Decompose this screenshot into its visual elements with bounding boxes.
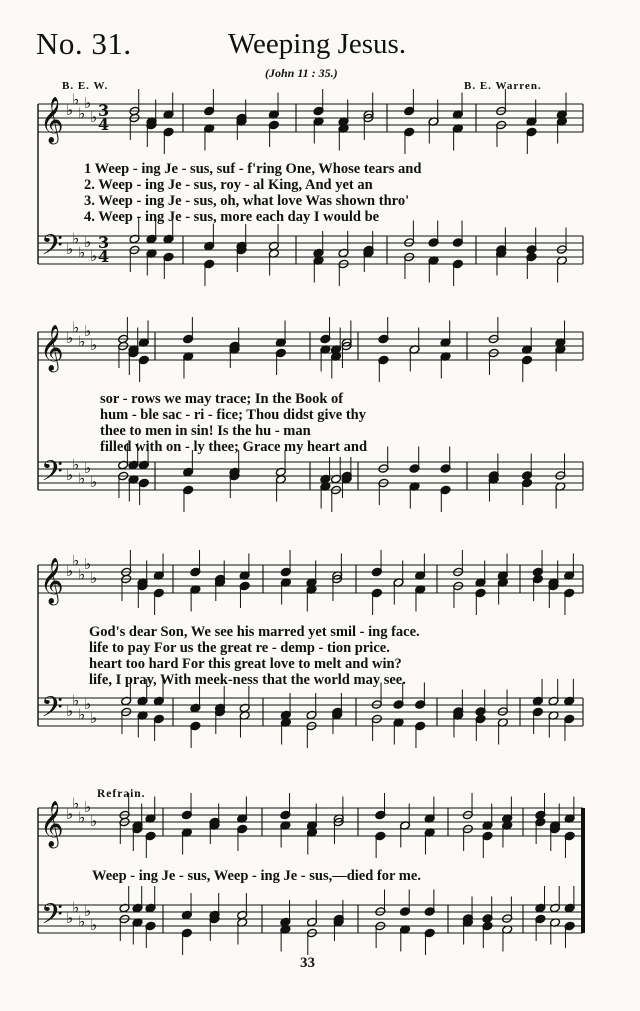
bass-clef-icon: 𝄢 [41, 691, 63, 731]
flat-icon: ♭ [66, 909, 74, 927]
time-signature: 4 [98, 247, 110, 266]
lyricist-credit: B. E. W. [62, 80, 109, 92]
flat-icon: ♭ [78, 565, 86, 584]
flat-icon: ♭ [90, 812, 98, 830]
flat-icon: ♭ [72, 318, 80, 337]
flat-icon: ♭ [90, 336, 98, 354]
flat-icon: ♭ [66, 562, 74, 580]
hymn-title: Weeping Jesus. [228, 28, 407, 60]
flat-icon: ♭ [72, 898, 80, 917]
verse-3-line-3: heart too hard For this great love to melt and win? [89, 656, 402, 672]
flat-icon: ♭ [66, 101, 74, 119]
flat-icon: ♭ [84, 695, 92, 713]
verse-3-line-1: 3. Weep - ing Je - sus, oh, what love Was shown thro' [84, 193, 410, 209]
verse-2-line-3: life to pay For us the great re - demp - tion price. [89, 640, 390, 656]
flat-icon: ♭ [78, 808, 86, 827]
flat-icon: ♭ [90, 916, 98, 934]
flat-icon: ♭ [78, 705, 86, 724]
refrain-label: Refrain. [97, 788, 146, 800]
flat-icon: ♭ [84, 322, 92, 340]
page-number: 33 [300, 955, 315, 971]
verse-3-line-2: thee to men in sin! Is the hu - man [100, 423, 311, 439]
flat-icon: ♭ [66, 466, 74, 484]
verse-4-line-2: filled with on - ly thee; Grace my heart and [100, 439, 368, 455]
flat-icon: ♭ [90, 247, 98, 265]
flat-icon: ♭ [84, 902, 92, 920]
time-signature: 3 [98, 233, 110, 252]
time-signature: 3 [98, 101, 110, 120]
refrain-lyrics: Weep - ing Je - sus, Weep - ing Je - sus,—died for me. [92, 868, 421, 884]
bass-clef-icon: 𝄢 [41, 229, 63, 269]
treble-clef-icon: 𝄞 [40, 325, 64, 371]
verse-1-line-3: God's dear Son, We see his marred yet smil - ing face. [89, 624, 420, 640]
treble-clef-icon: 𝄞 [40, 801, 64, 847]
hymn-number: No. 31. [36, 26, 132, 61]
verse-1-line-1: 1 Weep - ing Je - sus, suf - f'ring One, Whose tears and [84, 161, 422, 177]
scripture-reference: (John 11 : 35.) [265, 66, 338, 80]
verse-1-line-2: sor - rows we may trace; In the Book of [100, 391, 344, 407]
flat-icon: ♭ [72, 551, 80, 570]
flat-icon: ♭ [78, 243, 86, 262]
flat-icon: ♭ [78, 104, 86, 123]
flat-icon: ♭ [90, 569, 98, 587]
flat-icon: ♭ [84, 94, 92, 112]
flat-icon: ♭ [90, 108, 98, 126]
verse-2-line-1: 2. Weep - ing Je - sus, roy - al King, And yet an [84, 177, 373, 193]
time-signature: 4 [98, 115, 110, 134]
flat-icon: ♭ [78, 332, 86, 351]
flat-icon: ♭ [72, 90, 80, 109]
flat-icon: ♭ [84, 555, 92, 573]
flat-icon: ♭ [84, 459, 92, 477]
flat-icon: ♭ [66, 329, 74, 347]
flat-icon: ♭ [66, 240, 74, 258]
flat-icon: ♭ [84, 233, 92, 251]
flat-icon: ♭ [90, 473, 98, 491]
verse-4-line-1: 4. Weep - ing Je - sus, more each day I would be [84, 209, 380, 225]
treble-clef-icon: 𝄞 [40, 558, 64, 604]
flat-icon: ♭ [66, 805, 74, 823]
flat-icon: ♭ [90, 709, 98, 727]
bass-clef-icon: 𝄢 [41, 455, 63, 495]
flat-icon: ♭ [72, 794, 80, 813]
flat-icon: ♭ [72, 455, 80, 474]
composer-credit: B. E. Warren. [464, 80, 542, 92]
flat-icon: ♭ [72, 691, 80, 710]
flat-icon: ♭ [78, 469, 86, 488]
verse-2-line-2: hum - ble sac - ri - fice; Thou didst give thy [100, 407, 366, 423]
treble-clef-icon: 𝄞 [40, 97, 64, 143]
flat-icon: ♭ [66, 702, 74, 720]
bass-clef-icon: 𝄢 [41, 898, 63, 938]
flat-icon: ♭ [84, 798, 92, 816]
flat-icon: ♭ [72, 229, 80, 248]
verse-4-line-3: life, I pray, With meek-ness that the world may see. [89, 672, 406, 688]
flat-icon: ♭ [78, 912, 86, 931]
